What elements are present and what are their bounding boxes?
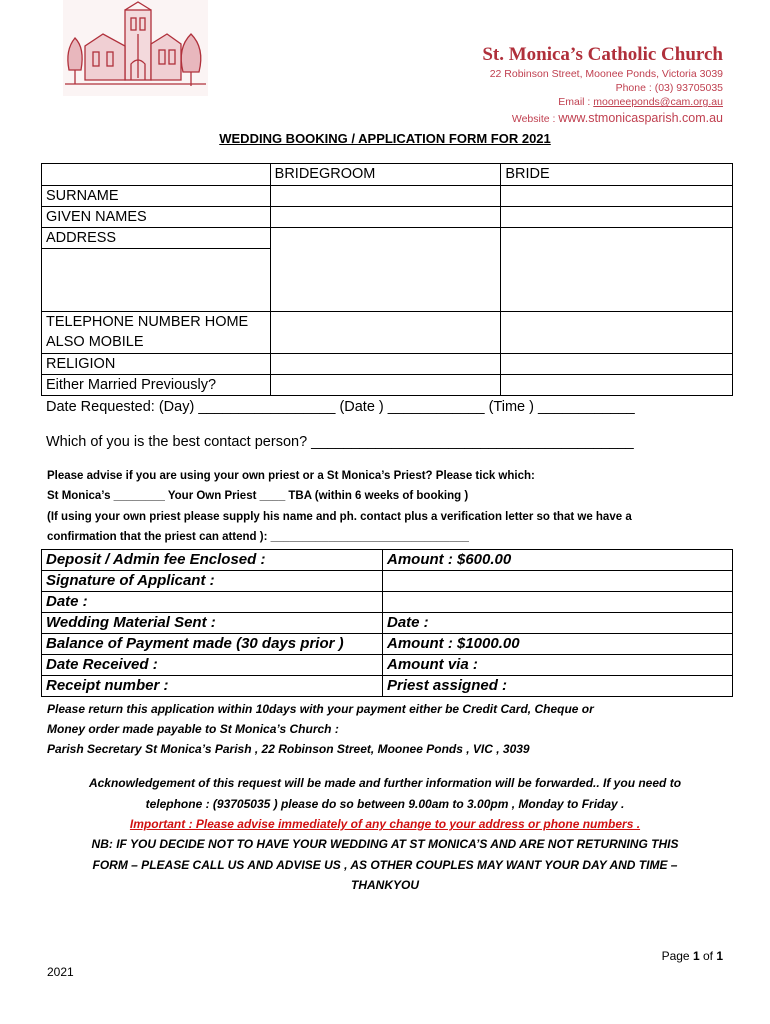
receipt-number-label: Receipt number :	[42, 676, 383, 697]
balance-amount: Amount : $1000.00	[383, 634, 733, 655]
bridegroom-surname-field[interactable]	[270, 186, 501, 207]
return-info-line-3: Parish Secretary St Monica’s Parish , 22 Robinson Street, Moonee Ponds , VIC , 3039	[47, 742, 530, 756]
table-row	[42, 571, 733, 592]
email-link[interactable]: mooneeponds@cam.org.au	[593, 96, 723, 108]
nb-line-3: THANKYOU	[351, 878, 419, 892]
page-current: 1	[692, 949, 700, 963]
best-contact-line[interactable]: Which of you is the best contact person? ________________________________________	[46, 434, 634, 450]
nb-line-1: NB: IF YOU DECIDE NOT TO HAVE YOUR WEDDING AT ST MONICA’S AND ARE NOT RETURNING THIS	[91, 837, 679, 851]
row-label-telephone	[42, 312, 271, 354]
website-link[interactable]: www.stmonicasparish.com.au	[558, 111, 723, 125]
date-received-label: Date Received :	[42, 655, 383, 676]
bridegroom-married-previously-field[interactable]	[270, 375, 501, 396]
page-of: of	[699, 949, 717, 963]
table-header-blank	[42, 164, 271, 186]
page-total: 1	[716, 949, 723, 963]
bride-telephone-field[interactable]	[501, 312, 733, 354]
bridegroom-address-field[interactable]	[270, 228, 501, 312]
return-info-line-2: Money order made payable to St Monica’s Church :	[47, 722, 339, 736]
bridegroom-given-names-field[interactable]	[270, 207, 501, 228]
row-label-surname: SURNAME	[42, 186, 271, 207]
priest-question: Please advise if you are using your own priest or a St Monica’s Priest? Please tick which:	[47, 470, 535, 482]
page-prefix: Page	[661, 949, 693, 963]
priest-confirmation-line[interactable]: confirmation that the priest can attend ): _______________________________	[47, 531, 469, 543]
signature-field[interactable]	[383, 571, 733, 592]
bride-surname-field[interactable]	[501, 186, 733, 207]
church-phone: Phone : (03) 93705035	[615, 82, 723, 94]
deposit-label: Deposit / Admin fee Enclosed :	[42, 550, 383, 571]
email-label: Email :	[558, 96, 594, 108]
church-website-line	[512, 111, 723, 125]
deposit-amount: Amount : $600.00	[383, 550, 733, 571]
amount-via-label: Amount via :	[383, 655, 733, 676]
row-label-given-names: GIVEN NAMES	[42, 207, 271, 228]
table-row	[42, 550, 733, 571]
bride-address-field[interactable]	[501, 228, 733, 312]
page-number	[662, 949, 723, 963]
balance-label: Balance of Payment made (30 days prior )	[42, 634, 383, 655]
also-mobile-label: ALSO MOBILE	[46, 334, 144, 350]
wedding-material-label: Wedding Material Sent :	[42, 613, 383, 634]
bride-married-previously-field[interactable]	[501, 375, 733, 396]
address-extra-cell	[42, 249, 271, 312]
footer-year: 2021	[47, 965, 74, 979]
table-row	[42, 634, 733, 655]
column-bride: BRIDE	[501, 164, 733, 186]
important-notice: Important : Please advise immediately of any change to your address or phone numbers .	[129, 817, 641, 831]
date-label: Date :	[42, 592, 383, 613]
church-address: 22 Robinson Street, Moonee Ponds, Victoria 3039	[489, 68, 723, 80]
row-label-address: ADDRESS	[42, 228, 271, 249]
table-row	[42, 655, 733, 676]
bride-religion-field[interactable]	[501, 354, 733, 375]
church-logo	[63, 0, 208, 96]
telephone-home-label: TELEPHONE NUMBER HOME	[46, 314, 249, 330]
date-requested-line[interactable]: Date Requested: (Day) _________________ (Date ) ____________ (Time ) ____________	[46, 399, 635, 415]
column-bridegroom: BRIDEGROOM	[270, 164, 501, 186]
payment-table	[41, 549, 733, 697]
priest-instructions: (If using your own priest please supply his name and ph. contact plus a verification letter so that we have a	[47, 511, 632, 523]
row-label-religion: RELIGION	[42, 354, 271, 375]
priest-options[interactable]: St Monica’s ________ Your Own Priest ____ TBA (within 6 weeks of booking )	[47, 490, 469, 502]
material-date-label: Date :	[383, 613, 733, 634]
table-row	[42, 592, 733, 613]
form-title: WEDDING BOOKING / APPLICATION FORM FOR 2021	[219, 131, 551, 146]
return-info-line-1: Please return this application within 10days with your payment either be Credit Card, Cheque or	[47, 702, 594, 716]
date-field[interactable]	[383, 592, 733, 613]
church-name: St. Monica’s Catholic Church	[482, 44, 723, 65]
nb-line-2: FORM – PLEASE CALL US AND ADVISE US , AS OTHER COUPLES MAY WANT YOUR DAY AND TIME –	[92, 858, 678, 872]
bridegroom-religion-field[interactable]	[270, 354, 501, 375]
acknowledgement-line-1: Acknowledgement of this request will be made and further information will be forwarded.. If you need to	[88, 776, 682, 790]
priest-assigned-label: Priest assigned :	[383, 676, 733, 697]
website-label: Website :	[511, 113, 559, 125]
acknowledgement-line-2: telephone : (93705035 ) please do so between 9.00am to 3.00pm , Monday to Friday .	[145, 797, 625, 811]
couple-details-table	[41, 163, 733, 396]
row-label-married-previously: Either Married Previously?	[42, 375, 271, 396]
bridegroom-telephone-field[interactable]	[270, 312, 501, 354]
signature-label: Signature of Applicant :	[42, 571, 383, 592]
bride-given-names-field[interactable]	[501, 207, 733, 228]
church-email-line	[558, 96, 723, 108]
table-row	[42, 676, 733, 697]
table-row	[42, 613, 733, 634]
